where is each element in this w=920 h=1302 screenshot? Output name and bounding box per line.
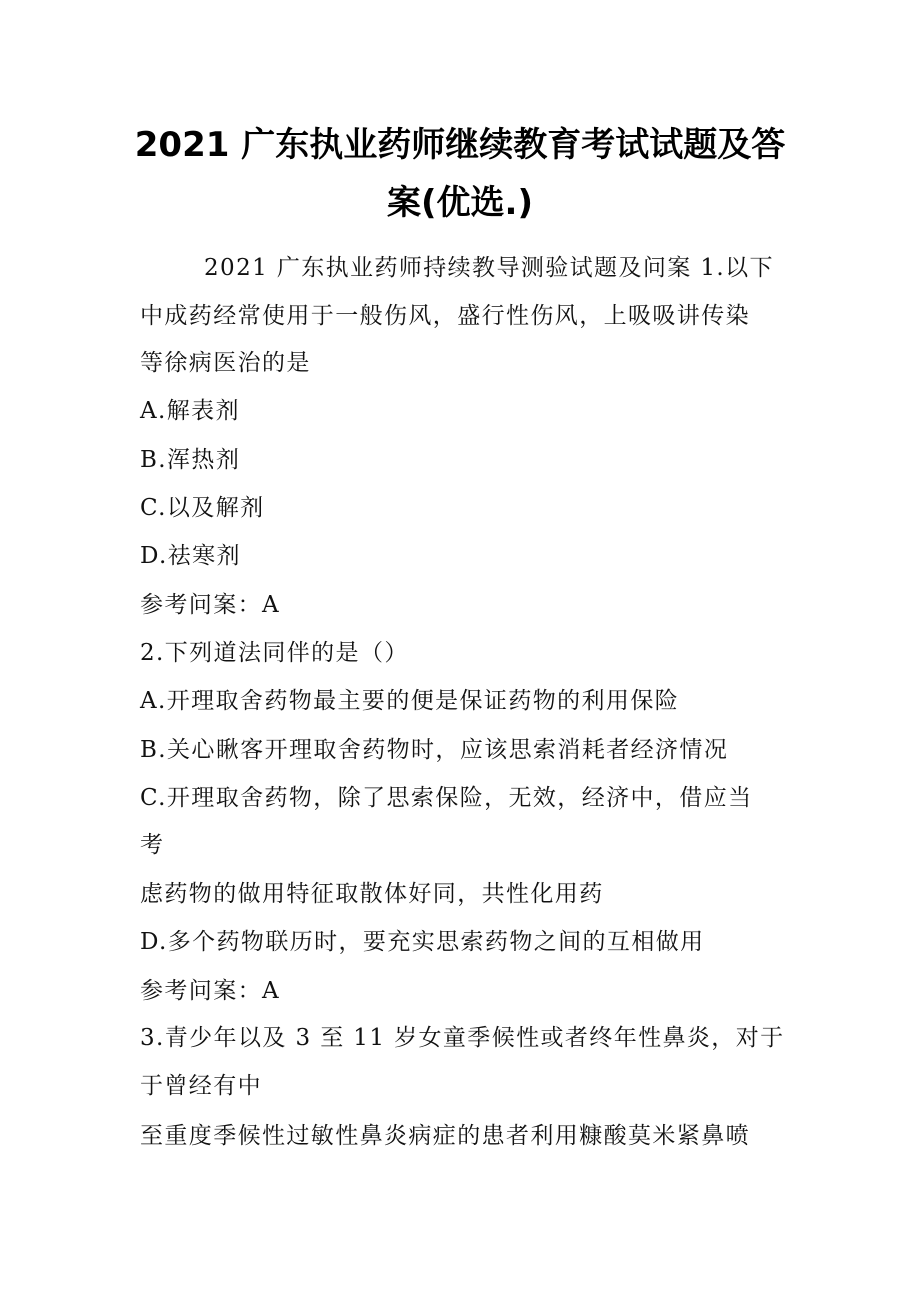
option-line: C.以及解剂 (140, 495, 265, 521)
question-line: 至重度季候性过敏性鼻炎病症的患者利用糠酸莫米紧鼻喷 (140, 1123, 750, 1149)
paragraph-line: 等徐病医治的是 (140, 350, 311, 376)
option-line: 虑药物的做用特征取散体好同，共性化用药 (140, 881, 604, 907)
option-line: A.解表剂 (140, 398, 240, 424)
option-line: A.开理取舍药物最主要的便是保证药物的利用保险 (140, 688, 680, 714)
document-title-line-2: 案(优选.) (387, 183, 533, 223)
paragraph-line: 中成药经常使用于一般伤风，盛行性伤风，上吸吸讲传染 (140, 303, 750, 329)
paragraph-line: 2021 广东执业药师持续教导测验试题及问案 1.以下 (204, 255, 774, 281)
document-title-line-1: 2021 广东执业药师继续教育考试试题及答 (134, 125, 786, 165)
answer-line: 参考问案：A (140, 592, 281, 618)
option-line: B.浑热剂 (140, 447, 241, 473)
option-line: D.祛寒剂 (140, 543, 241, 569)
option-line: D.多个药物联历时，要充实思索药物之间的互相做用 (140, 929, 705, 955)
question-line: 2.下列道法同伴的是（） (140, 640, 409, 666)
question-line: 3.青少年以及 3 至 11 岁女童季候性或者终年性鼻炎，对于 (140, 1025, 785, 1051)
answer-line: 参考问案：A (140, 978, 281, 1004)
option-line: C.开理取舍药物，除了思索保险，无效，经济中，借应当 (140, 785, 753, 811)
option-line: B.关心瞅客开理取舍药物时，应该思索消耗者经济情况 (140, 737, 729, 763)
option-line: 考 (140, 832, 165, 858)
question-line: 于曾经有中 (140, 1073, 262, 1099)
